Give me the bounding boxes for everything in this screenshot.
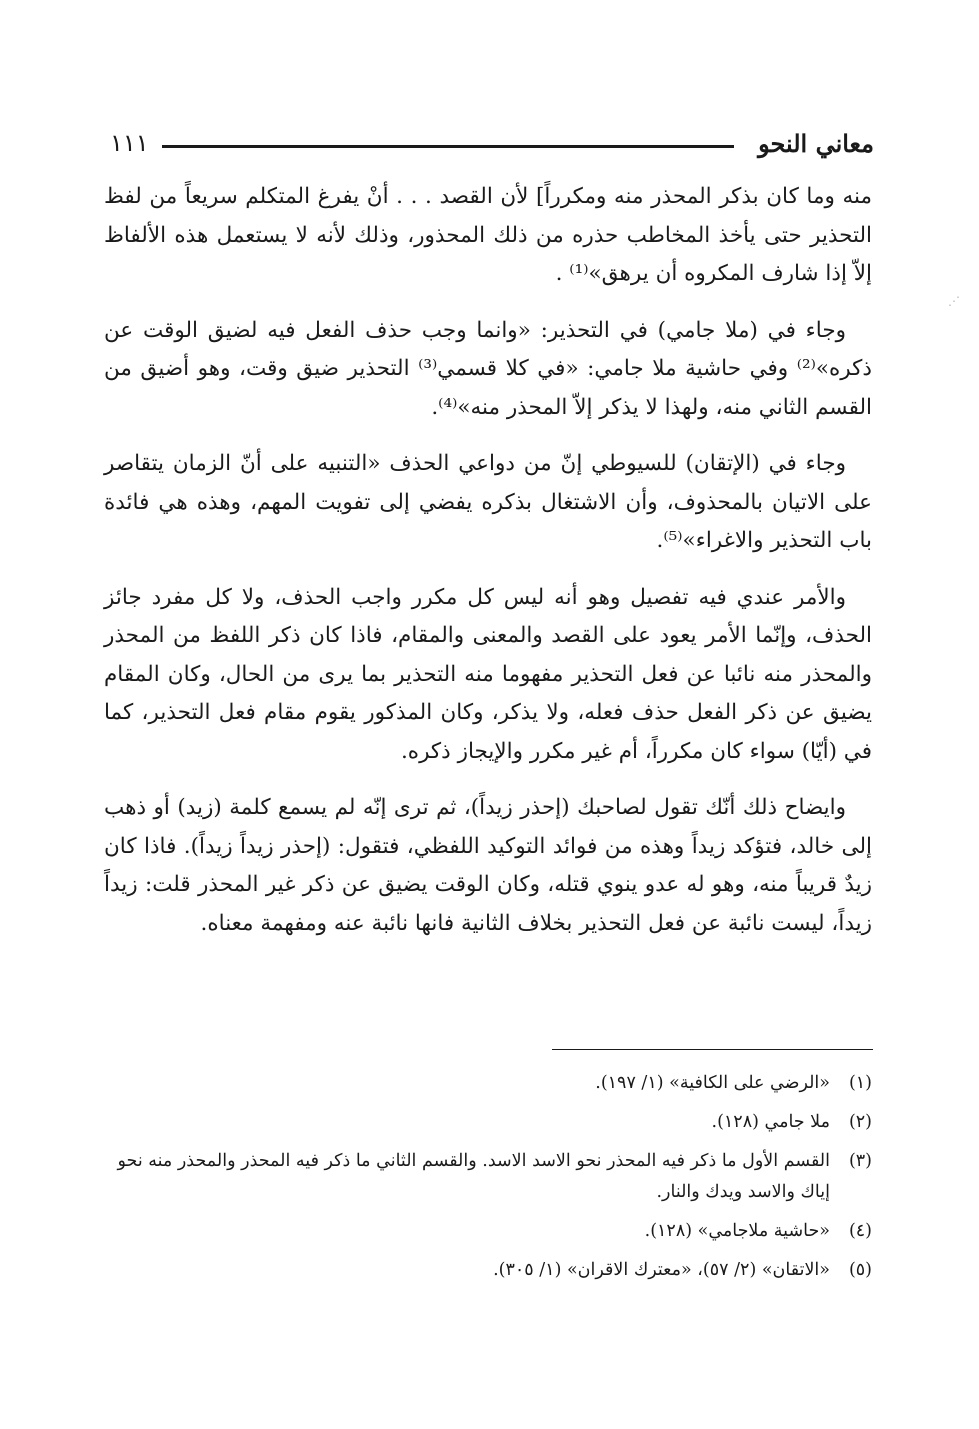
footnote-5 <box>104 1255 872 1286</box>
paragraph-1: منه وما كان بذكر المحذر منه ومكرراً] لأن القصد . . . أنْ يفرغ المتكلم سريعاً من لفظ التحذير حتى يأخذ المخاطب حذره من ذلك المحذور، وذلك لأنه لا يستعمل هذه الألفاظ إلاّ إذا شارف المكروه أن يرهق»⁽¹⁾ . <box>104 184 872 286</box>
footnote-3 <box>104 1146 872 1208</box>
footnote-2 <box>104 1107 872 1138</box>
footnote-4 <box>104 1216 872 1247</box>
paragraph-4: والأمر عندي فيه تفصيل وهو أنه ليس كل مكرر واجب الحذف، ولا كل مفرد جائز الحذف، وإنّما الأمر يعود على القصد والمعنى والمقام، فاذا كان ذكر اللفظ من المحذر والمحذر منه نائبا عن فعل التحذير مفهوما منه التحذير بما يرى من الحال، وكان المقام يضيق عن ذكر الفعل حذف فعله، ولا يذكر، وكان المذكور يقوم مقام فعل التحذير، كما في (أيّا) سواء كان مكرراً، أم غير مكرر والإيجاز ذكره. <box>104 584 872 764</box>
running-title: معاني النحو <box>758 129 874 158</box>
paragraph-3: وجاء في (الإتقان) للسيوطي إنّ من دواعي الحذف «التنبيه على أنّ الزمان يتقاصر على الاتيان بالمحذوف، وأن الاشتغال بذكره يفضي إلى تفويت المهم، وهذه هي فائدة باب التحذير والاغراء»⁽⁵⁾. <box>104 451 872 553</box>
footnote-text: «الاتقان» (٢/ ٥٧)، «معترك الاقران» (١/ ٣٠٥). <box>493 1260 830 1280</box>
footnotes <box>104 1068 872 1294</box>
footnote-text: «حاشية ملاجامي» (١٢٨). <box>644 1221 830 1241</box>
footnote-number: (١) <box>848 1073 872 1093</box>
footnote-number: (٣) <box>848 1151 872 1171</box>
paragraph-2: وجاء في (ملا جامي) في التحذير: «وانما وجب حذف الفعل فيه لضيق الوقت عن ذكره»⁽²⁾ وفي حاشية ملا جامي: «في كلا قسمي⁽³⁾ التحذير ضيق وقت، وهو أضيق من القسم الثاني منه، ولهذا لا يذكر إلاّ المحذر منه»⁽⁴⁾. <box>104 317 872 420</box>
page-header <box>104 120 874 170</box>
footnote-text: «الرضي على الكافية» (١/ ١٩٧). <box>595 1073 830 1093</box>
footnote-number: (٤) <box>848 1221 872 1241</box>
page-number: ١١١ <box>110 129 149 157</box>
header-rule <box>162 145 734 148</box>
footnote-separator <box>552 1049 873 1050</box>
footnote-number: (٢) <box>848 1112 872 1132</box>
paragraph-5: وايضاح ذلك أنّك تقول لصاحبك (إحذر زيداً)، ثم ترى إنّه لم يسمع كلمة (زيد) أو ذهب إلى خالد، فتؤكد زيداً وهذه من فوائد التوكيد اللفظي، فتقول: (إحذر زيداً زيداً). فاذا كان زيدٌ قريباً منه، وهو له عدو ينوي قتله، وكان الوقت يضيق عن ذكر غير المحذر قلت: زيداً زيداً، ليست نائبة عن فعل التحذير بخلاف الثانية فانها نائبة عنه ومفهمة معناه. <box>104 795 872 936</box>
scan-speck-icon: ⋰ <box>948 294 960 308</box>
footnote-1 <box>104 1068 872 1099</box>
main-text <box>104 178 872 961</box>
footnote-number: (٥) <box>848 1260 872 1280</box>
footnote-text: القسم الأول ما ذكر فيه المحذر نحو الاسد الاسد. والقسم الثاني ما ذكر فيه المحذر والمحذر منه نحو إياك والاسد ويدك والنار. <box>117 1151 830 1202</box>
footnote-text: ملا جامي (١٢٨). <box>711 1112 830 1132</box>
